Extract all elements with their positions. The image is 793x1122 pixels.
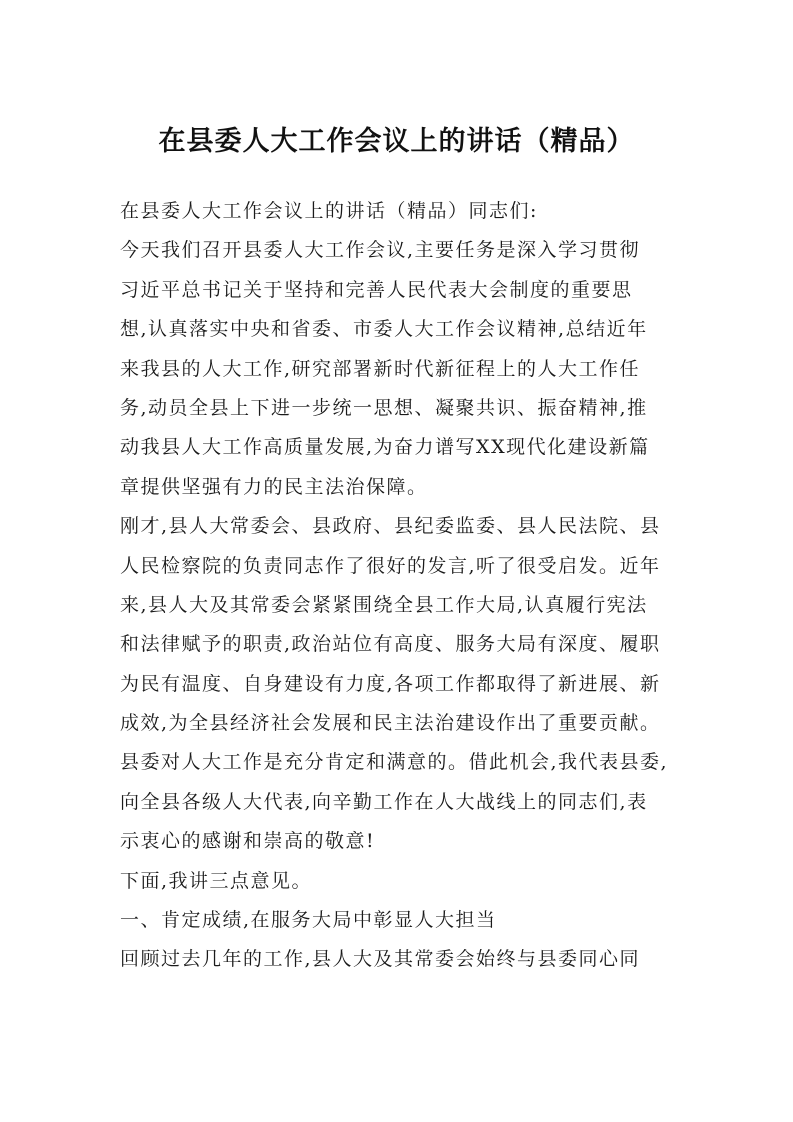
document-body [120, 192, 680, 980]
text-line: 示衷心的感谢和崇高的敬意! [120, 830, 376, 853]
text-line: 刚才,县人大常委会、县政府、县纪委监委、县人民法院、县 [120, 515, 661, 538]
text-line: 想,认真落实中央和省委、市委人大工作会议精神,总结近年 [120, 318, 648, 341]
text-line: 来,县人大及其常委会紧紧围绕全县工作大局,认真履行宪法 [120, 593, 648, 616]
text-line: 下面,我讲三点意见。 [120, 869, 313, 892]
text-line: 向全县各级人大代表,向辛勤工作在人大战线上的同志们,表 [120, 790, 648, 813]
text-line: 章提供坚强有力的民主法治保障。 [120, 475, 428, 498]
text-line: 县委对人大工作是充分肯定和满意的。借此机会,我代表县委, [120, 751, 669, 774]
document-title: 在县委人大工作会议上的讲话（精品） [158, 126, 635, 157]
text-line: 在县委人大工作会议上的讲话（精品）同志们: [120, 200, 538, 222]
text-line: 来我县的人大工作,研究部署新时代新征程上的人大工作任 [120, 357, 641, 380]
text-line: 习近平总书记关于坚持和完善人民代表大会制度的重要思 [120, 278, 633, 301]
text-line: 人民检察院的负责同志作了很好的发言,听了很受启发。近年 [120, 554, 661, 577]
text-line: 为民有温度、自身建设有力度,各项工作都取得了新进展、新 [120, 672, 661, 695]
text-line: 成效,为全县经济社会发展和民主法治建设作出了重要贡献。 [120, 712, 661, 735]
text-line: 和法律赋予的职责,政治站位有高度、服务大局有深度、履职 [120, 633, 661, 656]
text-line: 动我县人大工作高质量发展,为奋力谱写XX现代化建设新篇 [120, 436, 650, 459]
text-line: 务,动员全县上下进一步统一思想、凝聚共识、振奋精神,推 [120, 396, 648, 419]
text-line: 今天我们召开县委人大工作会议,主要任务是深入学习贯彻 [120, 239, 641, 262]
section-heading: 一、肯定成绩,在服务大局中彰显人大担当 [120, 909, 497, 932]
text-line: 回顾过去几年的工作,县人大及其常委会始终与县委同心同 [120, 948, 641, 971]
